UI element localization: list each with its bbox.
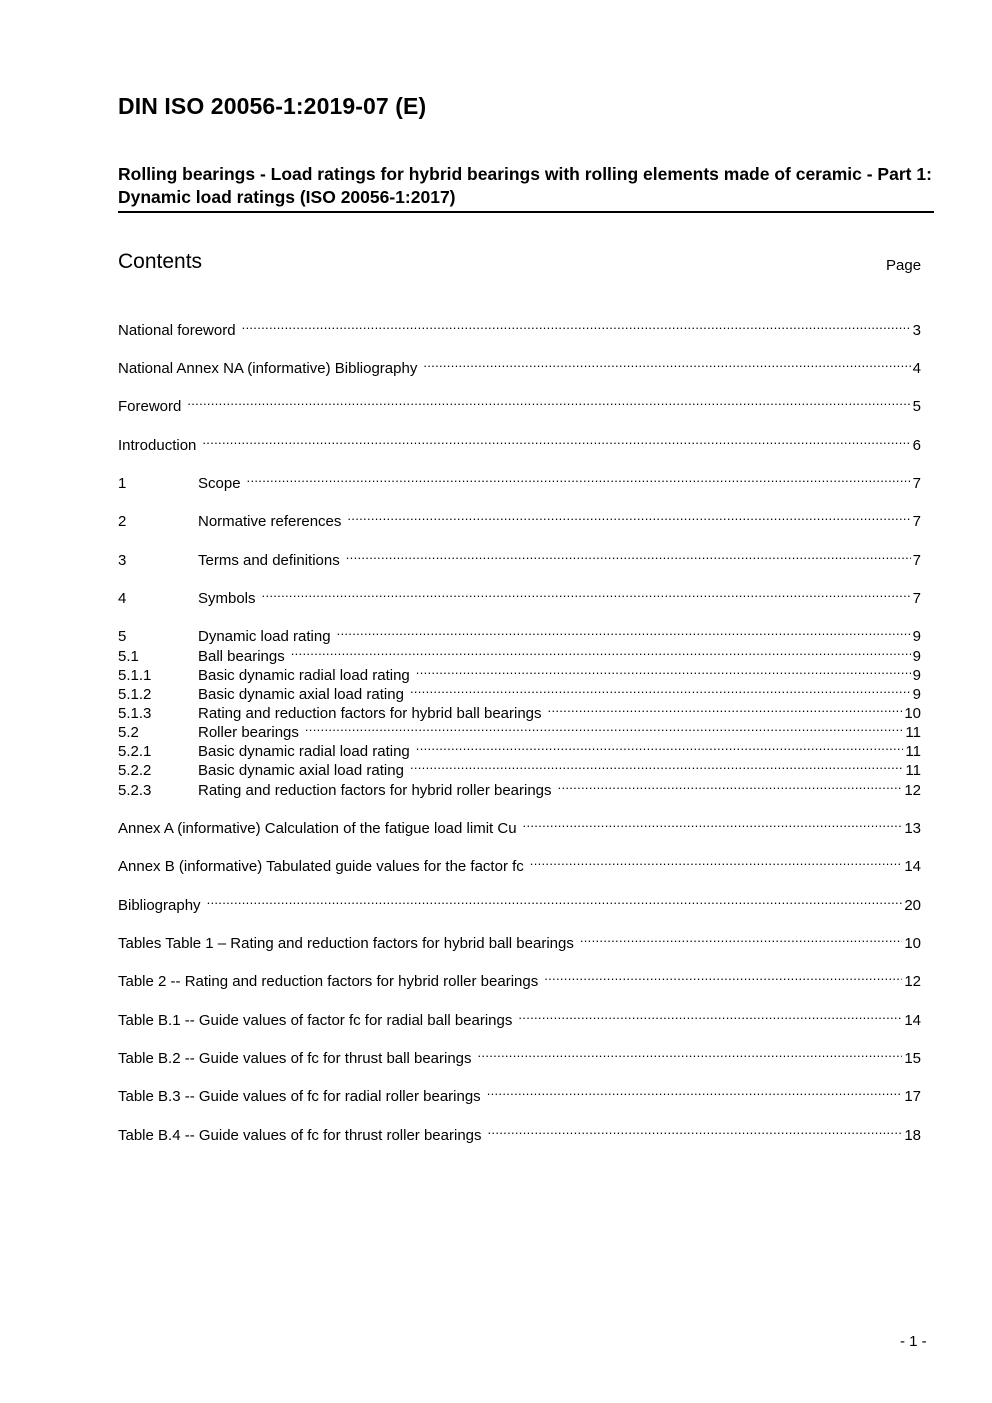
toc-entry-title: Bibliography xyxy=(118,897,201,914)
toc-dot-leader xyxy=(416,660,911,680)
toc-entry-title: Introduction xyxy=(118,437,197,454)
toc-dot-leader xyxy=(488,1120,903,1140)
toc-dot-leader xyxy=(416,736,904,756)
toc-entry-number: 5.2 xyxy=(118,724,139,741)
toc-entry-page: 7 xyxy=(912,552,921,569)
toc-entry[interactable] xyxy=(118,583,921,607)
toc-dot-leader xyxy=(202,430,910,450)
toc-dot-leader xyxy=(410,755,903,775)
toc-entry-number: 5.1.2 xyxy=(118,686,152,703)
toc-entry-page: 9 xyxy=(912,686,921,703)
toc-entry[interactable] xyxy=(118,755,921,779)
toc-entry[interactable] xyxy=(118,928,921,952)
toc-entry-title: Table B.2 -- Guide values of fc for thrust ball bearings xyxy=(118,1050,472,1067)
contents-heading: Contents xyxy=(118,250,203,273)
toc-entry[interactable] xyxy=(118,430,921,454)
toc-dot-leader xyxy=(207,890,903,910)
toc-entry-page: 20 xyxy=(904,897,921,914)
toc-entry[interactable] xyxy=(118,353,921,377)
toc-dot-leader xyxy=(337,621,911,641)
toc-entry-title: Dynamic load rating xyxy=(198,628,331,645)
toc-entry-page: 6 xyxy=(912,437,921,454)
toc-dot-leader xyxy=(410,679,911,699)
toc-dot-leader xyxy=(347,506,910,526)
toc-dot-leader xyxy=(187,391,910,411)
toc-entry-title: Tables Table 1 – Rating and reduction factors for hybrid ball bearings xyxy=(118,935,574,952)
toc-entry[interactable] xyxy=(118,391,921,415)
toc-entry-title: National Annex NA (informative) Bibliography xyxy=(118,360,418,377)
toc-entry[interactable] xyxy=(118,851,921,875)
toc-entry-number: 3 xyxy=(118,552,127,569)
toc-dot-leader xyxy=(262,583,911,603)
toc-entry-page: 9 xyxy=(912,648,921,665)
toc-dot-leader xyxy=(242,315,911,335)
toc-entry[interactable] xyxy=(118,813,921,837)
toc-entry-number: 2 xyxy=(118,513,127,530)
toc-entry-title: Annex B (informative) Tabulated guide values for the factor fc xyxy=(118,858,524,875)
toc-entry-number: 5.1.1 xyxy=(118,667,152,684)
toc-dot-leader xyxy=(548,698,903,718)
toc-dot-leader xyxy=(530,851,903,871)
toc-entry[interactable] xyxy=(118,966,921,990)
toc-dot-leader xyxy=(580,928,902,948)
toc-entry[interactable] xyxy=(118,890,921,914)
toc-entry-page: 4 xyxy=(912,360,921,377)
toc-entry-number: 5.1 xyxy=(118,648,139,665)
toc-entry[interactable] xyxy=(118,698,921,722)
document-subtitle: Rolling bearings - Load ratings for hybrid bearings with rolling elements made of ceramic - Part 1: Dynamic load ratings (ISO 20056-1:2017) xyxy=(118,163,934,213)
toc-entry-title: Basic dynamic axial load rating xyxy=(198,686,404,703)
toc-entry-number: 5.2.2 xyxy=(118,762,152,779)
toc-entry[interactable] xyxy=(118,679,921,703)
toc-entry-title: Basic dynamic radial load rating xyxy=(198,743,410,760)
toc-entry-page: 15 xyxy=(904,1050,921,1067)
toc-entry[interactable] xyxy=(118,1120,921,1144)
toc-entry[interactable] xyxy=(118,736,921,760)
toc-entry-number: 5.2.1 xyxy=(118,743,152,760)
toc-entry-page: 10 xyxy=(904,935,921,952)
toc-entry[interactable] xyxy=(118,621,921,645)
toc-entry-title: Rating and reduction factors for hybrid roller bearings xyxy=(198,782,552,799)
toc-entry-page: 10 xyxy=(904,705,921,722)
toc-entry-page: 11 xyxy=(905,762,921,779)
toc-entry-title: Scope xyxy=(198,475,241,492)
toc-entry-number: 5.1.3 xyxy=(118,705,152,722)
toc-entry[interactable] xyxy=(118,468,921,492)
toc-entry-number: 5.2.3 xyxy=(118,782,152,799)
toc-entry-title: Basic dynamic radial load rating xyxy=(198,667,410,684)
toc-dot-leader xyxy=(518,1005,902,1025)
toc-dot-leader xyxy=(291,641,911,661)
toc-entry-page: 5 xyxy=(912,398,921,415)
toc-entry-page: 12 xyxy=(904,973,921,990)
toc-entry[interactable] xyxy=(118,315,921,339)
toc-dot-leader xyxy=(247,468,911,488)
table-of-contents xyxy=(118,0,921,1403)
toc-entry[interactable] xyxy=(118,1043,921,1067)
toc-dot-leader xyxy=(478,1043,903,1063)
toc-dot-leader xyxy=(346,545,911,565)
toc-dot-leader xyxy=(523,813,903,833)
toc-entry-title: Basic dynamic axial load rating xyxy=(198,762,404,779)
toc-entry-title: Table B.1 -- Guide values of factor fc for radial ball bearings xyxy=(118,1012,513,1029)
toc-entry-page: 7 xyxy=(912,475,921,492)
footer-page-number: - 1 - xyxy=(900,1333,927,1350)
toc-entry-title: Annex A (informative) Calculation of the fatigue load limit Cu xyxy=(118,820,517,837)
toc-entry-page: 17 xyxy=(904,1088,921,1105)
toc-entry-page: 14 xyxy=(904,1012,921,1029)
toc-entry[interactable] xyxy=(118,1081,921,1105)
toc-dot-leader xyxy=(305,717,904,737)
toc-dot-leader xyxy=(423,353,910,373)
toc-entry[interactable] xyxy=(118,641,921,665)
toc-entry-title: Normative references xyxy=(198,513,342,530)
toc-entry-page: 11 xyxy=(905,743,921,760)
toc-entry-number: 5 xyxy=(118,628,127,645)
toc-entry-title: Table B.4 -- Guide values of fc for thrust roller bearings xyxy=(118,1127,482,1144)
toc-entry-title: Roller bearings xyxy=(198,724,299,741)
toc-dot-leader xyxy=(558,775,903,795)
toc-entry[interactable] xyxy=(118,1005,921,1029)
toc-entry-page: 3 xyxy=(912,322,921,339)
toc-entry-page: 9 xyxy=(912,667,921,684)
toc-entry[interactable] xyxy=(118,545,921,569)
toc-dot-leader xyxy=(487,1081,903,1101)
toc-entry-title: Table 2 -- Rating and reduction factors for hybrid roller bearings xyxy=(118,973,539,990)
toc-entry-page: 7 xyxy=(912,590,921,607)
toc-entry-title: Foreword xyxy=(118,398,182,415)
toc-dot-leader xyxy=(544,966,902,986)
document-title: DIN ISO 20056-1:2019-07 (E) xyxy=(118,93,427,119)
toc-entry-title: Ball bearings xyxy=(198,648,285,665)
toc-entry-title: Rating and reduction factors for hybrid ball bearings xyxy=(198,705,542,722)
toc-entry-title: Terms and definitions xyxy=(198,552,340,569)
toc-entry-page: 18 xyxy=(904,1127,921,1144)
toc-entry-title: National foreword xyxy=(118,322,236,339)
toc-entry-page: 7 xyxy=(912,513,921,530)
toc-entry-page: 14 xyxy=(904,858,921,875)
toc-entry-page: 13 xyxy=(904,820,921,837)
page-column-heading: Page xyxy=(886,257,922,274)
toc-entry[interactable] xyxy=(118,506,921,530)
toc-entry-number: 4 xyxy=(118,590,127,607)
toc-entry-page: 11 xyxy=(905,724,921,741)
toc-entry-page: 9 xyxy=(912,628,921,645)
toc-entry-title: Symbols xyxy=(198,590,256,607)
toc-entry[interactable] xyxy=(118,717,921,741)
toc-entry-title: Table B.3 -- Guide values of fc for radial roller bearings xyxy=(118,1088,481,1105)
toc-entry[interactable] xyxy=(118,775,921,799)
toc-entry-page: 12 xyxy=(904,782,921,799)
toc-entry-number: 1 xyxy=(118,475,127,492)
toc-entry[interactable] xyxy=(118,660,921,684)
